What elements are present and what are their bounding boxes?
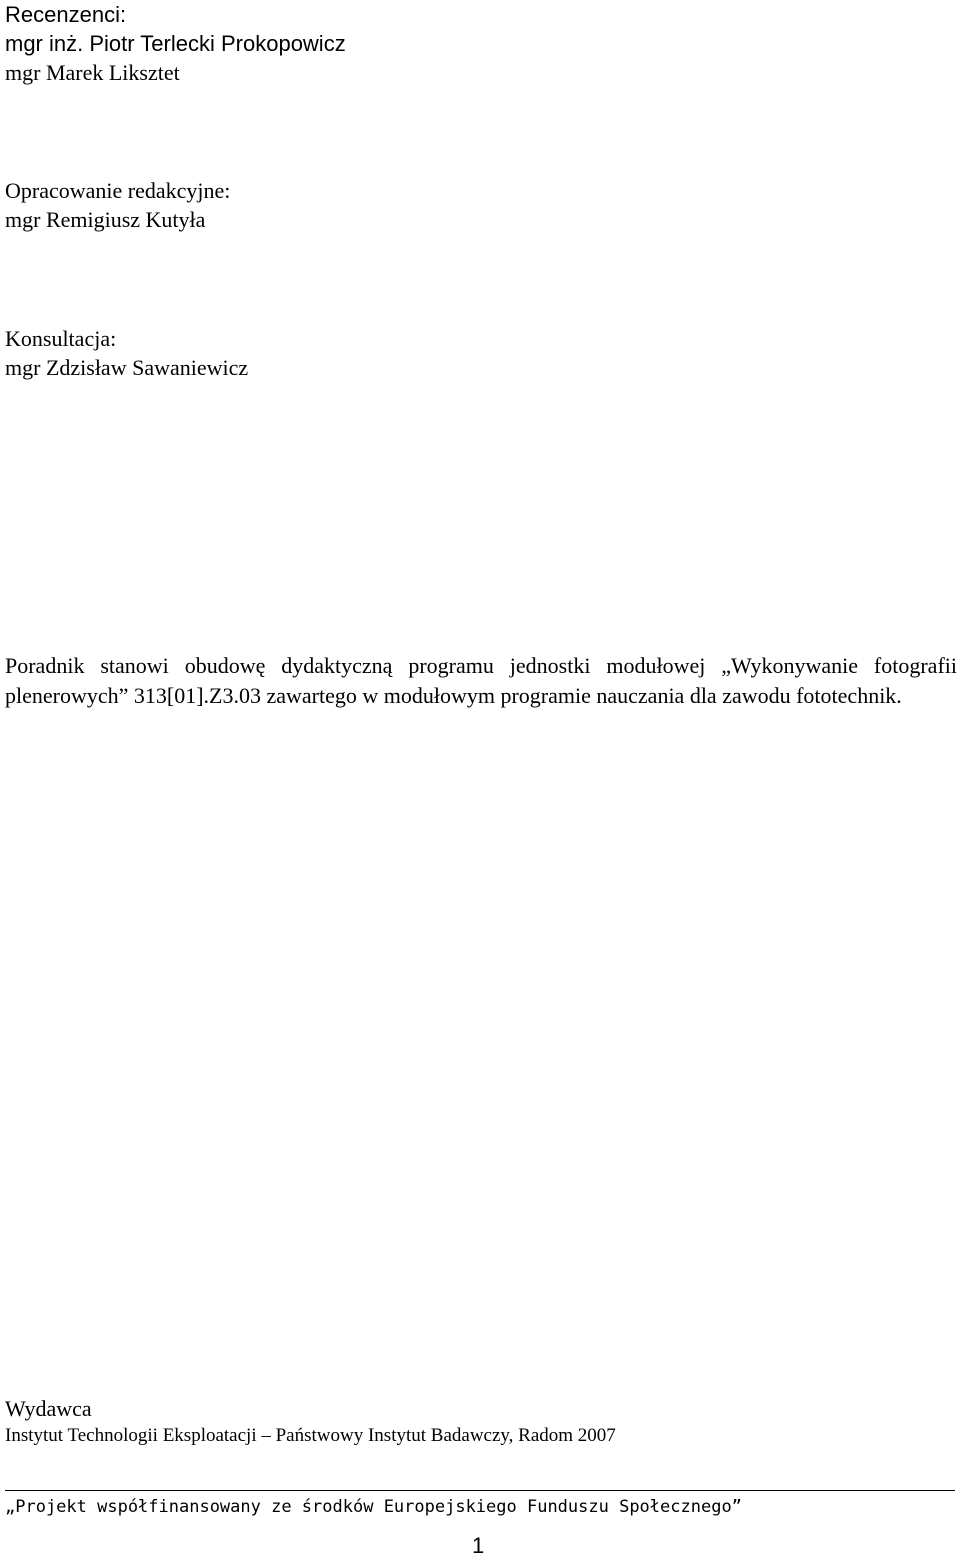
editorial-section [5,176,230,234]
consultant-name: mgr Zdzisław Sawaniewicz [5,355,249,380]
page-number: 1 [472,1533,485,1558]
publisher-institute: Instytut Technologii Eksploatacji – Państwowy Instytut Badawczy, Radom 2007 [5,1425,616,1446]
consultation-section [5,324,248,382]
publisher-section [5,1394,616,1449]
publisher-label: Wydawca [5,1396,92,1421]
reviewers-section [5,0,346,87]
reviewer-name: mgr inż. Piotr Terlecki Prokopowicz [5,31,346,56]
reviewer-name: mgr Marek Liksztet [5,60,180,85]
editorial-label: Opracowanie redakcyjne: [5,178,231,203]
reviewers-label: Recenzenci: [5,2,127,27]
consultation-label: Konsultacja: [5,326,117,351]
footer-divider [5,1490,955,1491]
description-paragraph: Poradnik stanowi obudowę dydaktyczną programu jednostki modułowej „Wykonywanie fotografii plenerowych” 313[01].Z3.03 zawartego w modułowym programie nauczania dla zawodu fototechnik. [5,653,957,708]
project-funding-note: „Projekt współfinansowany ze środków Europejskiego Funduszu Społecznego” [5,1497,742,1517]
editor-name: mgr Remigiusz Kutyła [5,207,206,232]
